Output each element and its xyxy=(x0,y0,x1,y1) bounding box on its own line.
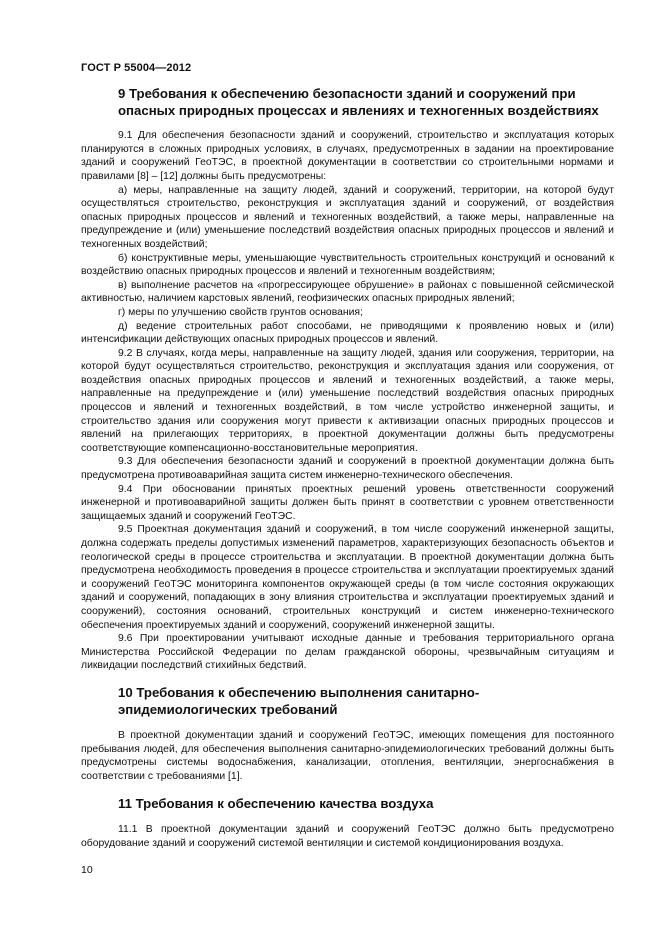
paragraph-9-4: 9.4 При обосновании принятых проектных решений уровень ответственности сооружений инженерной и противоаварийной защиты должен быть принят в соответствии с уровнем ответственности защищаемых зданий и сооружений ГеоТЭС. xyxy=(81,483,614,522)
section-11-body xyxy=(81,823,614,850)
paragraph-9-5: 9.5 Проектная документация зданий и сооружений, в том числе сооружений инженерной защиты, должна содержать пределы допустимых изменений параметров, характеризующих безопасность объектов и геологической среды в процессе строительства и эксплуатации. В проектной документации должна быть предусмотрена необходимость проведения в процессе строительства и эксплуатации проектируемых зданий и сооружений ГеоТЭС мониторинга компонентов окружающей среды (в том числе состояния окружающих зданий и сооружений, попадающих в зону влияния строительства и эксплуатации проектируемых зданий и сооружений), состояния оснований, строительных конструкций и систем инженерно-технического обеспечения проектируемых зданий и сооружений, сооружений инженерной защиты. xyxy=(81,524,614,631)
list-item-v: в) выполнение расчетов на «прогрессирующее обрушение» в районах с повышенной сейсмической активностью, наличием карстовых явлений, геофизических опасных природных явлений; xyxy=(81,279,614,305)
section-11-heading xyxy=(81,796,614,813)
page-content xyxy=(81,86,614,850)
list-item-d: д) ведение строительных работ способами, не приводящими к проявлению новых и (или) интенсификации действующих опасных природных процессов и явлений. xyxy=(81,320,614,346)
section-10-heading xyxy=(81,685,614,718)
list-item-b: б) конструктивные меры, уменьшающие чувствительность строительных конструкций и оснований к воздействию опасных природных процессов и явлений и техногенным воздействиям; xyxy=(81,252,614,278)
section-9-heading-line-2: опасных природных процессах и явлениях и техногенных воздействиях xyxy=(118,102,599,118)
list-item-g: г) меры по улучшению свойств грунтов основания; xyxy=(118,306,363,318)
paragraph-9-3: 9.3 Для обеспечения безопасности зданий и сооружений в проектной документации должна быть предусмотрена противоаварийная защита систем инженерно-технического обеспечения. xyxy=(81,456,614,482)
list-item-a: а) меры, направленные на защиту людей, зданий и сооружений, территории, на которой будут осуществляться строительство, реконструкция и эксплуатация зданий и сооружений, от воздействия опасных природных процессов и явлений и техногенных воздействий, а также меры, направленные на предупреждение и (или) уменьшение последствий воздействия опасных природных процессов и явлений и техногенных воздействий; xyxy=(81,184,614,250)
section-10-body xyxy=(81,729,614,783)
section-10-heading-line-2: эпидемиологических требований xyxy=(118,701,338,717)
paragraph-9-6: 9.6 При проектировании учитывают исходные данные и требования территориального органа Министерства Российской Федерации по делам гражданской обороны, чрезвычайным ситуациям и ликвидации последствий стихийных бедствий. xyxy=(81,633,614,672)
section-9-body xyxy=(81,129,614,673)
section-9-heading xyxy=(81,86,614,119)
paragraph-11-1: 11.1 В проектной документации зданий и сооружений ГеоТЭС должно быть предусмотрено оборудование зданий и сооружений системой вентиляции и системой кондиционирования воздуха. xyxy=(81,824,614,849)
paragraph-10: В проектной документации зданий и сооружений ГеоТЭС, имеющих помещения для постоянного пребывания людей, для обеспечения выполнения санитарно-эпидемиологических требований должны быть предусмотрены системы водоснабжения, канализации, отопления, вентиляции, энергоснабжения в соответствии с требованиями [1]. xyxy=(81,730,614,782)
paragraph-9-1: 9.1 Для обеспечения безопасности зданий и сооружений, строительство и эксплуатация которых планируются в сложных природных условиях, в случаях, предусмотренных в задании на проектирование зданий и сооружений ГеоТЭС, в проектной документации в соответствии со строительными нормами и правилами [8] – [12] должны быть предусмотрены: xyxy=(81,130,614,182)
section-9-heading-line-1: 9 Требования к обеспечению безопасности зданий и сооружений при xyxy=(118,86,576,101)
page-number: 10 xyxy=(81,864,93,876)
section-11-heading-line-1: 11 Требования к обеспечению качества воздуха xyxy=(118,795,434,811)
document-code: ГОСТ Р 55004—2012 xyxy=(81,62,192,74)
section-10-heading-line-1: 10 Требования к обеспечению выполнения санитарно- xyxy=(118,684,480,700)
paragraph-9-2: 9.2 В случаях, когда меры, направленные на защиту людей, здания или сооружения, территории, на которой будут осуществляться строительство, реконструкция и эксплуатация здания или сооружения, от воздействия опасных природных процессов и явлений и техногенных воздействий, а также меры, направленные на предупреждение и (или) уменьшение последствий воздействия опасных природных процессов и явлений и техногенных воздействий, в том числе устройство инженерной защиты, и строительство здания или сооружения могут привести к активизации опасных природных процессов и явлений на прилегающих территориях, в проектной документации должны быть предусмотрены соответствующие компенсационно-восстановительные мероприятия. xyxy=(81,347,614,454)
